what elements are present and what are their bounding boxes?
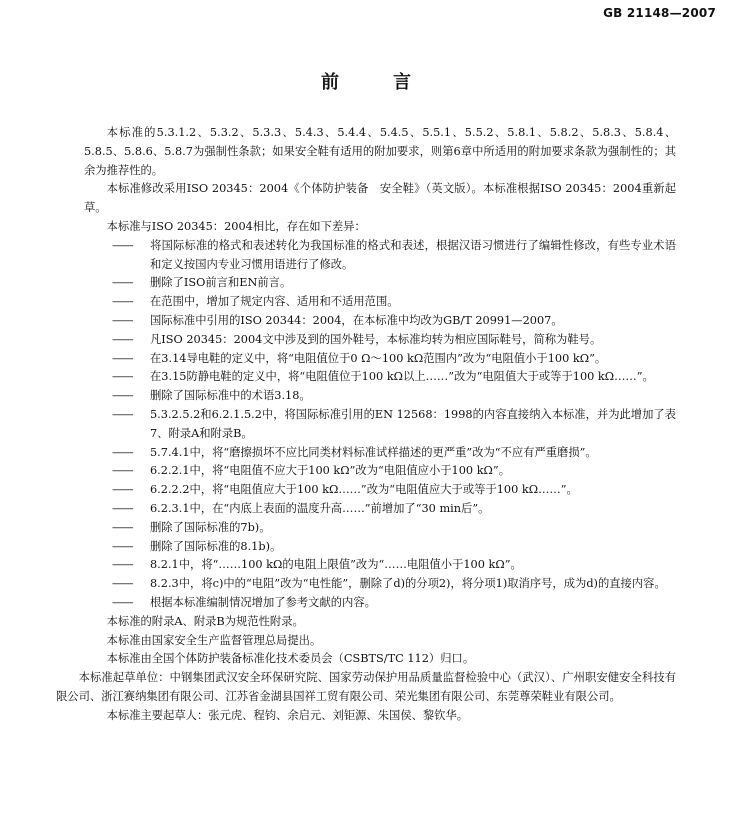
document-body	[56, 124, 676, 726]
paragraph-annexes: 本标准的附录A、附录B为规范性附录。	[106, 614, 304, 628]
dash-marker	[112, 594, 150, 613]
paragraph-committee: 本标准由全国个体防护装备标准化技术委员会（CSBTS/TC 112）归口。	[106, 652, 475, 666]
dash-marker	[112, 350, 150, 369]
dash-marker	[112, 406, 150, 425]
list-item: ——5.3.2.5.2和6.2.1.5.2中，将国际标准引用的EN 12568：1998的内容直接纳入本标准，并为此增加了表7、附录A和附录B。	[112, 406, 676, 444]
list-item: ——删除了ISO前言和EN前言。	[112, 274, 676, 293]
list-item: ——将国际标准的格式和表述转化为我国标准的格式和表述，根据汉语习惯进行了编辑性修改，有些专业术语和定义按国内专业习惯用语进行了修改。	[112, 237, 676, 275]
dash-marker	[112, 500, 150, 519]
list-item: ——8.2.3中，将c)中的“电阻”改为“电性能”，删除了d)的分项2)，将分项1)取消序号，成为d)的直接内容。	[112, 575, 676, 594]
paragraph-mandatory-clauses: 本标准的5.3.1.2、5.3.2、5.3.3、5.4.3、5.4.4、5.4.5、5.5.1、5.5.2、5.8.1、5.8.2、5.8.3、5.8.4、5.8.5、5.8.6、5.8.7为强制性条款；如果安全鞋有适用的附加要求，则第6章中所适用的附加要求条款为强制性的；其余为推荐性的。	[84, 126, 676, 177]
paragraph-drafters: 本标准主要起草人：张元虎、程钧、余启元、刘钜源、朱国侯、黎钦华。	[106, 708, 469, 722]
dash-marker	[112, 293, 150, 312]
list-item: ——在3.15防静电鞋的定义中，将“电阻值位于100 kΩ以上……”改为“电阻值大于或等于100 kΩ……”。	[112, 368, 676, 387]
list-item: ——在3.14导电鞋的定义中，将“电阻值位于0 Ω～100 kΩ范围内”改为“电阻值小于100 kΩ”。	[112, 350, 676, 369]
list-item: ——6.2.2.2中，将“电阻值应大于100 kΩ……”改为“电阻值应大于或等于100 kΩ……”。	[112, 481, 676, 500]
paragraph-drafting-units: 本标准起草单位：中钢集团武汉安全环保研究院、国家劳动保护用品质量监督检验中心（武汉）、广州职安健安全科技有限公司、浙江赛纳集团有限公司、江苏省金湖县国祥工贸有限公司、荣光集团有限公司、东莞尊荣鞋业有限公司。	[56, 671, 676, 703]
dash-marker	[112, 556, 150, 575]
dash-marker	[112, 519, 150, 538]
differences-list	[84, 237, 676, 613]
page-title: 前 言	[321, 72, 429, 93]
standard-number: GB 21148—2007	[603, 6, 716, 20]
list-item: ——根据本标准编制情况增加了参考文献的内容。	[112, 594, 676, 613]
dash-marker	[112, 575, 150, 594]
list-item: ——删除了国际标准的8.1b)。	[112, 538, 676, 557]
dash-marker	[112, 237, 150, 256]
list-item: ——国际标准中引用的ISO 20344：2004，在本标准中均改为GB/T 20991—2007。	[112, 312, 676, 331]
dash-marker	[112, 368, 150, 387]
list-item: ——6.2.2.1中，将“电阻值不应大于100 kΩ”改为“电阻值应小于100 kΩ”。	[112, 462, 676, 481]
paragraph-proposer: 本标准由国家安全生产监督管理总局提出。	[106, 633, 322, 647]
paragraph-adoption: 本标准修改采用ISO 20345：2004《个体防护装备 安全鞋》（英文版）。本标准根据ISO 20345：2004重新起草。	[84, 182, 676, 215]
list-item: ——5.7.4.1中，将“磨擦损坏不应比同类材料标准试样描述的更严重”改为“不应有严重磨损”。	[112, 444, 676, 463]
list-item: ——删除了国际标准中的术语3.18。	[112, 387, 676, 406]
list-item: ——删除了国际标准的7b)。	[112, 519, 676, 538]
dash-marker	[112, 481, 150, 500]
paragraph-differences-intro: 本标准与ISO 20345：2004相比，存在如下差异：	[106, 219, 366, 233]
list-item: ——在范围中，增加了规定内容、适用和不适用范围。	[112, 293, 676, 312]
dash-marker	[112, 444, 150, 463]
dash-marker	[112, 312, 150, 331]
dash-marker	[112, 331, 150, 350]
dash-marker	[112, 538, 150, 557]
dash-marker	[112, 387, 150, 406]
list-item: ——6.2.3.1中，在“内底上表面的温度升高……”前增加了“30 min后”。	[112, 500, 676, 519]
dash-marker	[112, 462, 150, 481]
list-item: ——8.2.1中，将“……100 kΩ的电阻上限值”改为“……电阻值小于100 kΩ”。	[112, 556, 676, 575]
dash-marker	[112, 274, 150, 293]
list-item: ——凡ISO 20345：2004文中涉及到的国外鞋号，本标准均转为相应国际鞋号，简称为鞋号。	[112, 331, 676, 350]
